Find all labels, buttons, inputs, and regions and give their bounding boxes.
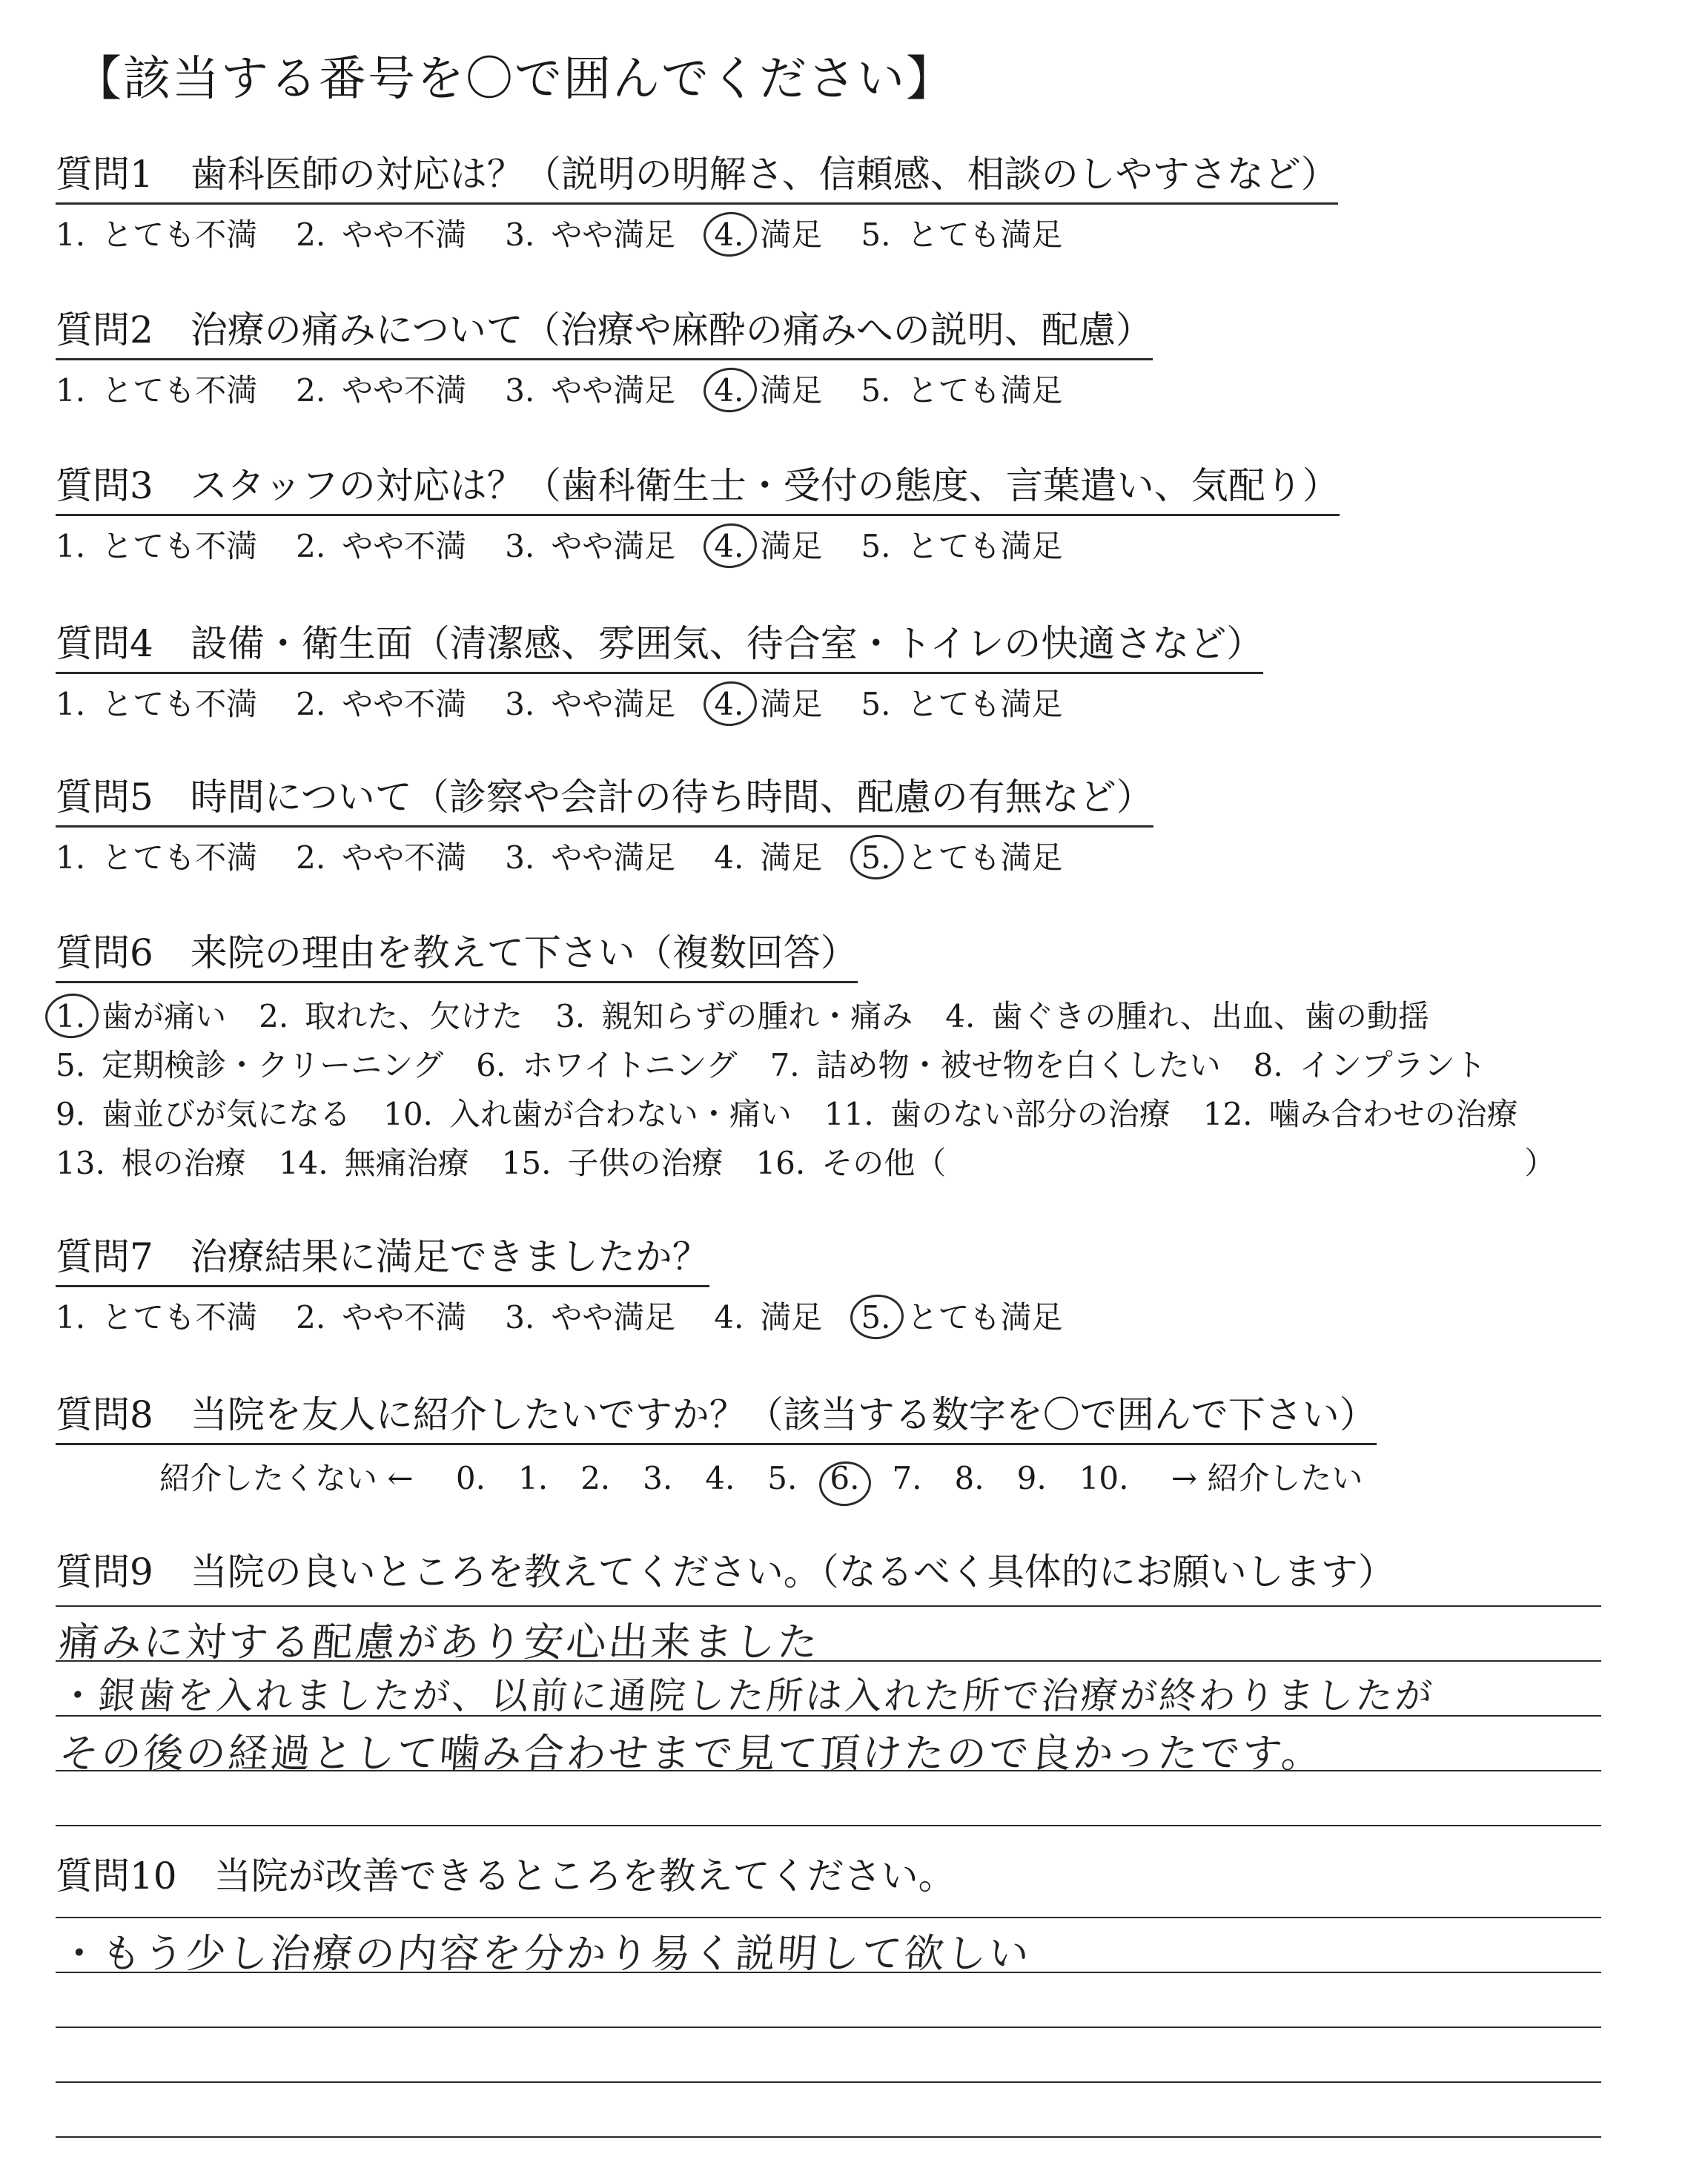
- option-number: 5.: [861, 839, 891, 876]
- rating-option[interactable]: [505, 366, 675, 411]
- scale-left-label: 紹介したくない ←: [159, 1460, 414, 1496]
- option-number: 4.: [714, 372, 744, 409]
- question-4: [56, 614, 1263, 724]
- rating-options: [56, 211, 1338, 255]
- scale-value[interactable]: 6.: [830, 1460, 860, 1496]
- option-label: やや満足: [551, 686, 676, 722]
- reason-option[interactable]: [1203, 1090, 1518, 1139]
- option-label: とても満足: [907, 839, 1063, 876]
- reason-option[interactable]: [56, 992, 226, 1041]
- option-number: 5.: [861, 372, 891, 409]
- question-title: 質問3 スタッフの対応は？（歯科衛生士・受付の態度、言葉遣い、気配り）: [56, 456, 1340, 516]
- option-label: 噛み合わせの治療: [1268, 1096, 1518, 1132]
- option-number: 3.: [505, 217, 535, 253]
- option-number: 15.: [501, 1145, 552, 1181]
- option-label: 満足: [760, 528, 823, 564]
- option-label: とても不満: [102, 839, 258, 876]
- option-label: やや不満: [342, 839, 467, 876]
- reason-option[interactable]: [1254, 1041, 1486, 1090]
- option-number: 3.: [505, 686, 535, 722]
- rating-option[interactable]: [714, 211, 822, 255]
- reason-option[interactable]: [555, 992, 913, 1041]
- option-label: やや不満: [342, 686, 467, 722]
- option-number: 4.: [714, 686, 744, 722]
- option-number: 3.: [505, 839, 535, 876]
- rating-option[interactable]: [505, 1293, 675, 1338]
- rating-option[interactable]: [505, 833, 675, 878]
- rating-option[interactable]: [714, 522, 822, 567]
- question-6: [56, 923, 1588, 1188]
- question-1: [56, 145, 1338, 255]
- option-number: 12.: [1202, 1096, 1253, 1132]
- option-label: やや不満: [342, 372, 467, 409]
- option-number: 5.: [861, 686, 891, 722]
- option-label: やや満足: [551, 1299, 676, 1335]
- option-label: 親知らずの腫れ・痛み: [601, 998, 913, 1034]
- rating-option[interactable]: [714, 366, 822, 411]
- option-label: やや満足: [551, 528, 676, 564]
- option-label: 入れ歯が合わない・痛い: [448, 1096, 792, 1132]
- handwritten-answer-line: ・もう少し治療の内容を分かり易く説明して欲しい: [57, 1930, 1033, 1977]
- rating-option[interactable]: [861, 522, 1062, 567]
- option-label: やや満足: [551, 217, 676, 253]
- reason-option[interactable]: [259, 992, 523, 1041]
- option-number: 2.: [296, 217, 326, 253]
- option-number: 1.: [56, 992, 85, 1041]
- option-label: とても満足: [907, 372, 1063, 409]
- rating-option[interactable]: [296, 833, 466, 878]
- option-number: 4.: [714, 217, 744, 253]
- reason-option[interactable]: [502, 1139, 724, 1188]
- page-title: 【該当する番号を〇で囲んでください】: [74, 52, 955, 107]
- question-3: [56, 456, 1340, 567]
- rating-option[interactable]: [296, 522, 466, 567]
- option-number: 4.: [945, 998, 976, 1034]
- option-label: とても不満: [102, 528, 258, 564]
- option-number: 4.: [714, 1299, 744, 1335]
- rating-option[interactable]: [714, 680, 822, 724]
- rating-option[interactable]: [56, 680, 257, 724]
- option-label: 満足: [760, 372, 823, 409]
- rating-options: [56, 680, 1263, 724]
- reason-option[interactable]: [945, 992, 1429, 1041]
- scale-value[interactable]: 2.: [580, 1460, 611, 1496]
- reason-options: [56, 992, 1588, 1188]
- option-number: 7.: [769, 1047, 800, 1083]
- option-label: 満足: [760, 686, 823, 722]
- option-label: 子供の治療: [567, 1145, 724, 1181]
- option-label: 定期検診・クリーニング: [102, 1047, 444, 1083]
- question-title: 質問6 来院の理由を教えて下さい（複数回答）: [56, 923, 858, 983]
- question-title: 質問9 当院の良いところを教えてください。（なるべく具体的にお願いします）: [56, 1550, 1395, 1593]
- rating-option[interactable]: [296, 211, 466, 255]
- rating-option[interactable]: [56, 211, 257, 255]
- option-number: 2.: [296, 1299, 326, 1335]
- option-number: 14.: [278, 1145, 328, 1181]
- question-title: 質問8 当院を友人に紹介したいですか？（該当する数字を〇で囲んで下さい）: [56, 1385, 1377, 1445]
- option-number: 2.: [259, 998, 289, 1034]
- scale-value[interactable]: 10.: [1079, 1460, 1129, 1496]
- handwritten-answer-line: ・銀歯を入れましたが、以前に通院した所は入れた所で治療が終わりましたが: [57, 1674, 1436, 1717]
- question-5: [56, 767, 1153, 878]
- handwritten-answer-line: その後の経過として噛み合わせまで見て頂けたので良かったです。: [57, 1730, 1325, 1777]
- scale-value[interactable]: 9.: [1016, 1460, 1047, 1496]
- scale-value[interactable]: 7.: [892, 1460, 922, 1496]
- question-title: 質問1 歯科医師の対応は？（説明の明解さ、信頼感、相談のしやすさなど）: [56, 145, 1338, 205]
- question-9: [56, 1542, 1395, 1600]
- rating-option[interactable]: [56, 833, 257, 878]
- question-title: 質問7 治療結果に満足できましたか？: [56, 1227, 709, 1287]
- rating-option[interactable]: [505, 522, 675, 567]
- option-label: とても不満: [102, 686, 258, 722]
- option-number: 1.: [56, 839, 86, 876]
- option-number: 2.: [296, 372, 326, 409]
- scale-value[interactable]: 8.: [954, 1460, 984, 1496]
- rating-option[interactable]: [861, 211, 1062, 255]
- rating-options: [56, 522, 1340, 567]
- reason-option[interactable]: [383, 1090, 792, 1139]
- option-label: 取れた、欠けた: [305, 998, 523, 1034]
- option-number: 3.: [505, 372, 535, 409]
- option-number: 2.: [296, 528, 326, 564]
- option-number: 8.: [1253, 1047, 1283, 1083]
- rating-option[interactable]: [714, 833, 822, 878]
- option-number: 9.: [56, 1096, 86, 1132]
- scale-value[interactable]: 4.: [705, 1460, 735, 1496]
- option-number: 16.: [755, 1145, 806, 1181]
- option-number: 5.: [56, 1047, 86, 1083]
- option-number: 10.: [383, 1096, 433, 1132]
- reason-option[interactable]: [824, 1090, 1171, 1139]
- reason-option[interactable]: [279, 1139, 469, 1188]
- option-label: 無痛治療: [344, 1145, 469, 1181]
- option-label: とても満足: [907, 686, 1063, 722]
- option-label: とても満足: [907, 1299, 1063, 1335]
- option-label: ホワイトニング: [522, 1047, 738, 1083]
- option-label: 歯が痛い: [102, 998, 227, 1034]
- option-number: 4.: [714, 839, 744, 876]
- rating-option[interactable]: [296, 1293, 466, 1338]
- rating-option[interactable]: [56, 1293, 257, 1338]
- recommend-scale: [159, 1454, 1395, 1499]
- rating-option[interactable]: [56, 522, 257, 567]
- option-number: 13.: [56, 1145, 105, 1181]
- option-label: とても満足: [907, 217, 1063, 253]
- rating-option[interactable]: [861, 366, 1062, 411]
- option-number: 1.: [56, 217, 86, 253]
- question-title: 質問10 当院が改善できるところを教えてください。: [56, 1855, 956, 1898]
- option-number: 3.: [555, 998, 586, 1034]
- option-number: 11.: [824, 1096, 874, 1132]
- scale-value[interactable]: 0.: [455, 1460, 486, 1496]
- question-10: [56, 1846, 956, 1904]
- reason-option[interactable]: [755, 1139, 1555, 1188]
- question-2: [56, 300, 1153, 411]
- rating-option[interactable]: [296, 366, 466, 411]
- rating-option[interactable]: [56, 366, 257, 411]
- question-title: 質問4 設備・衛生面（清潔感、雰囲気、待合室・トイレの快適さなど）: [56, 614, 1263, 674]
- rating-options: [56, 366, 1153, 411]
- option-label: やや不満: [342, 1299, 467, 1335]
- option-number: 1.: [56, 528, 86, 564]
- option-label: 満足: [760, 1299, 823, 1335]
- option-label: とても不満: [102, 372, 258, 409]
- reason-option[interactable]: [56, 1090, 351, 1139]
- rating-option[interactable]: [714, 1293, 822, 1338]
- question-title: 質問5 時間について（診察や会計の待ち時間、配慮の有無など）: [56, 767, 1153, 828]
- rating-option[interactable]: [505, 211, 675, 255]
- rating-option[interactable]: [296, 680, 466, 724]
- rating-option[interactable]: [861, 680, 1062, 724]
- option-label: とても満足: [907, 528, 1063, 564]
- rating-option[interactable]: [505, 680, 675, 724]
- scale-value[interactable]: 5.: [767, 1460, 798, 1496]
- rating-option[interactable]: [861, 1293, 1062, 1338]
- other-close-paren: ）: [1524, 1145, 1556, 1181]
- question-title: 質問2 治療の痛みについて（治療や麻酔の痛みへの説明、配慮）: [56, 300, 1153, 360]
- scale-value[interactable]: 1.: [517, 1460, 549, 1496]
- option-label: 歯ぐきの腫れ、出血、歯の動揺: [991, 998, 1429, 1034]
- rating-option[interactable]: [861, 833, 1062, 878]
- option-number: 3.: [505, 1299, 535, 1335]
- reason-option[interactable]: [476, 1041, 737, 1090]
- rating-options: [56, 833, 1153, 878]
- option-label: やや満足: [551, 372, 676, 409]
- option-label: 満足: [760, 217, 823, 253]
- option-number: 3.: [505, 528, 535, 564]
- option-label: やや不満: [342, 528, 467, 564]
- scale-value[interactable]: 3.: [643, 1460, 673, 1496]
- option-number: 1.: [56, 372, 86, 409]
- option-number: 2.: [296, 839, 326, 876]
- handwritten-answer-line: 痛みに対する配慮があり安心出来ました: [57, 1619, 821, 1665]
- option-number: 4.: [714, 528, 744, 564]
- option-number: 1.: [56, 1299, 86, 1335]
- option-number: 5.: [861, 528, 891, 564]
- option-label: とても不満: [102, 1299, 258, 1335]
- reason-option[interactable]: [56, 1041, 443, 1090]
- reason-option[interactable]: [770, 1041, 1221, 1090]
- reason-option[interactable]: [56, 1139, 246, 1188]
- option-number: 5.: [861, 1299, 891, 1335]
- option-label: 満足: [760, 839, 823, 876]
- option-number: 2.: [296, 686, 326, 722]
- option-label: 詰め物・被せ物を白くしたい: [815, 1047, 1221, 1083]
- option-label: やや満足: [551, 839, 676, 876]
- option-number: 1.: [56, 686, 86, 722]
- option-label: とても不満: [102, 217, 258, 253]
- scale-right-label: → 紹介したい: [1171, 1460, 1363, 1496]
- option-label: やや不満: [342, 217, 467, 253]
- question-8: [56, 1385, 1395, 1499]
- option-label: その他（: [821, 1145, 947, 1181]
- rating-options: [56, 1293, 1101, 1338]
- option-label: 歯のない部分の治療: [890, 1096, 1171, 1132]
- option-label: インプラント: [1299, 1047, 1486, 1083]
- option-label: 歯並びが気になる: [102, 1096, 351, 1132]
- option-label: 根の治療: [121, 1145, 246, 1181]
- option-number: 6.: [476, 1047, 506, 1083]
- option-number: 5.: [861, 217, 891, 253]
- question-7: [56, 1227, 1101, 1338]
